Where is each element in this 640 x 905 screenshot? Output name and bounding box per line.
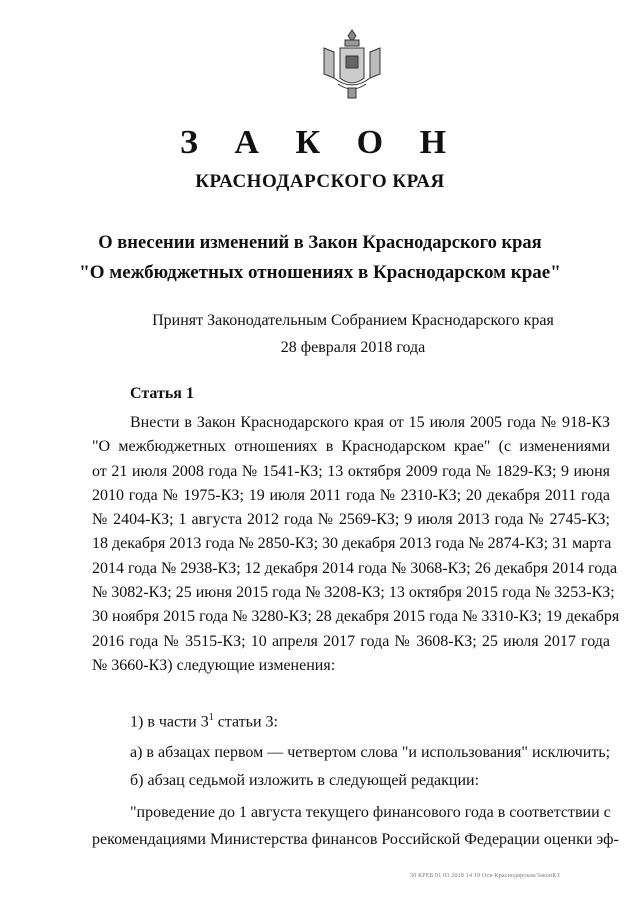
law-title-line-1: О внесении изменений в Закон Краснодарского края bbox=[98, 233, 542, 253]
body-line: № 3660-КЗ) следующие изменения: bbox=[92, 656, 336, 674]
coat-of-arms-emblem bbox=[318, 28, 386, 102]
body-line: 2014 года № 2938-КЗ; 12 декабря 2014 года № 3068-КЗ; 26 декабря 2014 года bbox=[92, 559, 618, 577]
quote-line: "проведение до 1 августа текущего финансового года в соответствии с bbox=[130, 804, 611, 821]
item-a: а) в абзацах первом — четвертом слова "и использования" исключить; bbox=[130, 744, 611, 761]
quote-line: рекомендациями Министерства финансов Российской Федерации оценки эф- bbox=[92, 831, 619, 848]
body-line: № 2404-КЗ; 1 августа 2012 года № 2569-КЗ; 9 июля 2013 года № 2745-КЗ; bbox=[92, 511, 610, 529]
body-line: № 3082-КЗ; 25 июня 2015 года № 3208-КЗ; 13 октября 2015 года № 3253-КЗ; bbox=[92, 584, 615, 602]
document-subtitle: КРАСНОДАРСКОГО КРАЯ bbox=[195, 171, 445, 192]
document-title: З А К О Н bbox=[179, 124, 461, 161]
body-line: 2010 года № 1975-КЗ; 19 июля 2011 года № 2310-КЗ; 20 декабря 2011 года bbox=[92, 486, 610, 504]
law-title-line-2: "О межбюджетных отношениях в Краснодарском крае" bbox=[79, 262, 561, 283]
body-line: 2016 года № 3515-КЗ; 10 апреля 2017 года № 3608-КЗ; 25 июля 2017 года bbox=[92, 632, 610, 650]
adopted-by-line: Принят Законодательным Собранием Краснодарского края bbox=[152, 312, 554, 329]
item-1-suffix: статьи 3: bbox=[213, 713, 278, 731]
item-b: б) абзац седьмой изложить в следующей редакции: bbox=[130, 772, 480, 789]
body-line: "О межбюджетных отношениях в Краснодарском крае" (с изменениями bbox=[92, 438, 610, 456]
quoted-text bbox=[92, 799, 619, 853]
article-heading: Статья 1 bbox=[130, 385, 194, 402]
body-line: 30 ноября 2015 года № 3280-КЗ; 28 декабря 2015 года № 3310-КЗ; 19 декабря bbox=[92, 608, 620, 626]
item-1 bbox=[130, 712, 278, 731]
body-line: от 21 июля 2008 года № 1541-КЗ; 13 октября 2009 года № 1829-КЗ; 9 июня bbox=[92, 462, 610, 480]
body-line: 18 декабря 2013 года № 2850-КЗ; 30 декабря 2013 года № 2874-КЗ; 31 марта bbox=[92, 535, 612, 553]
item-1-superscript: 1 bbox=[208, 712, 214, 723]
adopted-date-line: 28 февраля 2018 года bbox=[280, 339, 426, 356]
footer-stamp: 30 КРЕБ 01 03 2018 14 19 Осн Краснодарская/ЗаконКЗ bbox=[410, 873, 560, 879]
body-line: Внести в Закон Краснодарского края от 15 июля 2005 года № 918-КЗ bbox=[130, 414, 610, 431]
article-body-paragraph bbox=[92, 411, 620, 678]
item-1-prefix: 1) в части 3 bbox=[130, 713, 209, 731]
